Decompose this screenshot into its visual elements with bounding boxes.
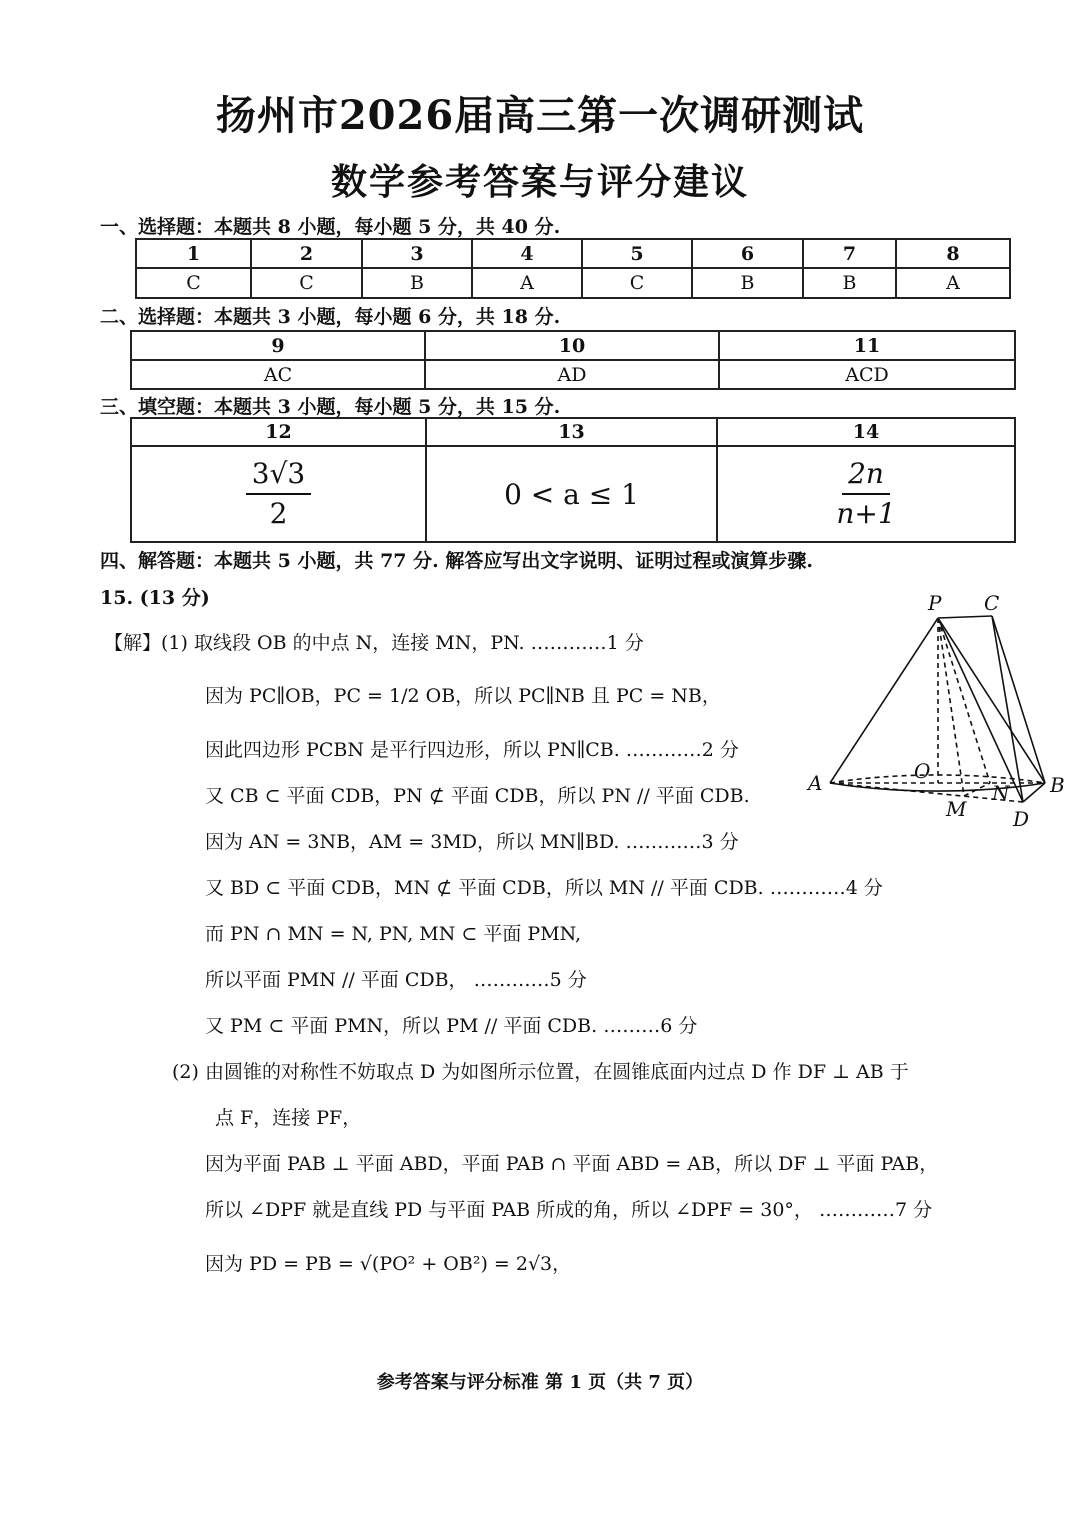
edge-PC <box>938 616 992 618</box>
edge-PB <box>938 618 1045 783</box>
solution-line: 又 PM ⊂ 平面 PMN，所以 PM // 平面 CDB. ………6 分 <box>205 1015 698 1037</box>
q-number: 5 <box>582 239 692 268</box>
label-M: M <box>946 797 967 821</box>
answer-cell: B <box>803 268 896 298</box>
label-P: P <box>928 591 942 615</box>
label-D: D <box>1013 807 1030 831</box>
solution-line: 因为 PC∥OB，PC = 1/2 OB，所以 PC∥NB 且 PC = NB， <box>205 685 721 707</box>
section3-heading: 三、填空题：本题共 3 小题，每小题 5 分，共 15 分. <box>100 396 561 418</box>
solution-line: 因此四边形 PCBN 是平行四边形，所以 PN∥CB. …………2 分 <box>205 739 739 761</box>
fraction-denominator: 2 <box>269 497 288 530</box>
label-A: A <box>808 771 823 795</box>
answer-cell: C <box>251 268 362 298</box>
answer-cell: B <box>692 268 803 298</box>
q-number: 2 <box>251 239 362 268</box>
answer-cell: ACD <box>719 360 1015 389</box>
segment-PN <box>938 618 990 783</box>
section1-answer-table <box>135 238 1011 299</box>
solution-line: (2) 由圆锥的对称性不妨取点 D 为如图所示位置，在圆锥底面内过点 D 作 DF ⊥ AB 于 <box>172 1061 909 1083</box>
answer-cell: C <box>582 268 692 298</box>
question-15-label: 15. (13 分) <box>100 587 210 609</box>
fraction-numerator: 2n <box>842 458 890 495</box>
q-number: 14 <box>717 418 1015 446</box>
q-number: 3 <box>362 239 472 268</box>
cone-figure <box>800 588 1080 838</box>
answer-cell-14 <box>717 446 1015 542</box>
section1-heading: 一、选择题：本题共 8 小题，每小题 5 分，共 40 分. <box>100 216 561 238</box>
solution-line: 所以 ∠DPF 就是直线 PD 与平面 PAB 所成的角，所以 ∠DPF = 30°， …………7 分 <box>205 1199 933 1221</box>
solution-line: 点 F，连接 PF， <box>215 1107 362 1129</box>
exam-title: 扬州市2026届高三第一次调研测试 <box>215 92 865 139</box>
section2-heading: 二、选择题：本题共 3 小题，每小题 6 分，共 18 分. <box>100 306 561 328</box>
solution-line: 又 BD ⊂ 平面 CDB，MN ⊄ 平面 CDB，所以 MN // 平面 CDB. …………4 分 <box>205 877 883 899</box>
solution-line: 因为 AN = 3NB，AM = 3MD，所以 MN∥BD. …………3 分 <box>205 831 739 853</box>
answer-cell: AD <box>425 360 719 389</box>
solution-line: 而 PN ∩ MN = N, PN, MN ⊂ 平面 PMN, <box>205 923 582 945</box>
exam-subtitle: 数学参考答案与评分建议 <box>330 161 749 203</box>
answer-cell-13 <box>426 446 717 542</box>
answer-cell: C <box>136 268 251 298</box>
q-number: 6 <box>692 239 803 268</box>
q-number: 10 <box>425 331 719 360</box>
q-number: 12 <box>131 418 426 446</box>
inequality-answer: 0 < a ≤ 1 <box>504 477 639 511</box>
section4-heading: 四、解答题：本题共 5 小题，共 77 分. 解答应写出文字说明、证明过程或演算步骤. <box>100 550 813 572</box>
answer-cell: AC <box>131 360 425 389</box>
label-N: N <box>992 781 1010 805</box>
q-number: 7 <box>803 239 896 268</box>
solution-line: 所以平面 PMN // 平面 CDB， …………5 分 <box>205 969 587 991</box>
q-number: 11 <box>719 331 1015 360</box>
answer-cell-12 <box>131 446 426 542</box>
base-ellipse-front <box>830 783 1045 791</box>
q-number: 8 <box>896 239 1010 268</box>
answer-cell: A <box>472 268 582 298</box>
fraction-denominator: n+1 <box>836 497 896 530</box>
answer-cell: B <box>362 268 472 298</box>
section2-answer-table <box>130 330 1016 390</box>
page-footer: 参考答案与评分标准 第 1 页（共 7 页） <box>376 1372 704 1393</box>
solution-line: 又 CB ⊂ 平面 CDB，PN ⊄ 平面 CDB，所以 PN // 平面 CDB. <box>205 785 750 807</box>
solution-line: 【解】(1) 取线段 OB 的中点 N，连接 MN，PN. …………1 分 <box>104 632 644 654</box>
label-O: O <box>914 759 931 783</box>
solution-line: 因为 PD = PB = √(PO² + OB²) = 2√3， <box>205 1253 572 1275</box>
section3-answer-table <box>130 417 1016 543</box>
answer-cell: A <box>896 268 1010 298</box>
q-number: 1 <box>136 239 251 268</box>
q-number: 9 <box>131 331 425 360</box>
q-number: 4 <box>472 239 582 268</box>
q-number: 13 <box>426 418 717 446</box>
edge-CB <box>992 616 1045 783</box>
fraction-numerator: 3√3 <box>246 458 311 495</box>
label-B: B <box>1050 773 1065 797</box>
label-C: C <box>984 591 1000 615</box>
solution-line: 因为平面 PAB ⊥ 平面 ABD，平面 PAB ∩ 平面 ABD = AB，所以 DF ⊥ 平面 PAB， <box>205 1153 939 1175</box>
